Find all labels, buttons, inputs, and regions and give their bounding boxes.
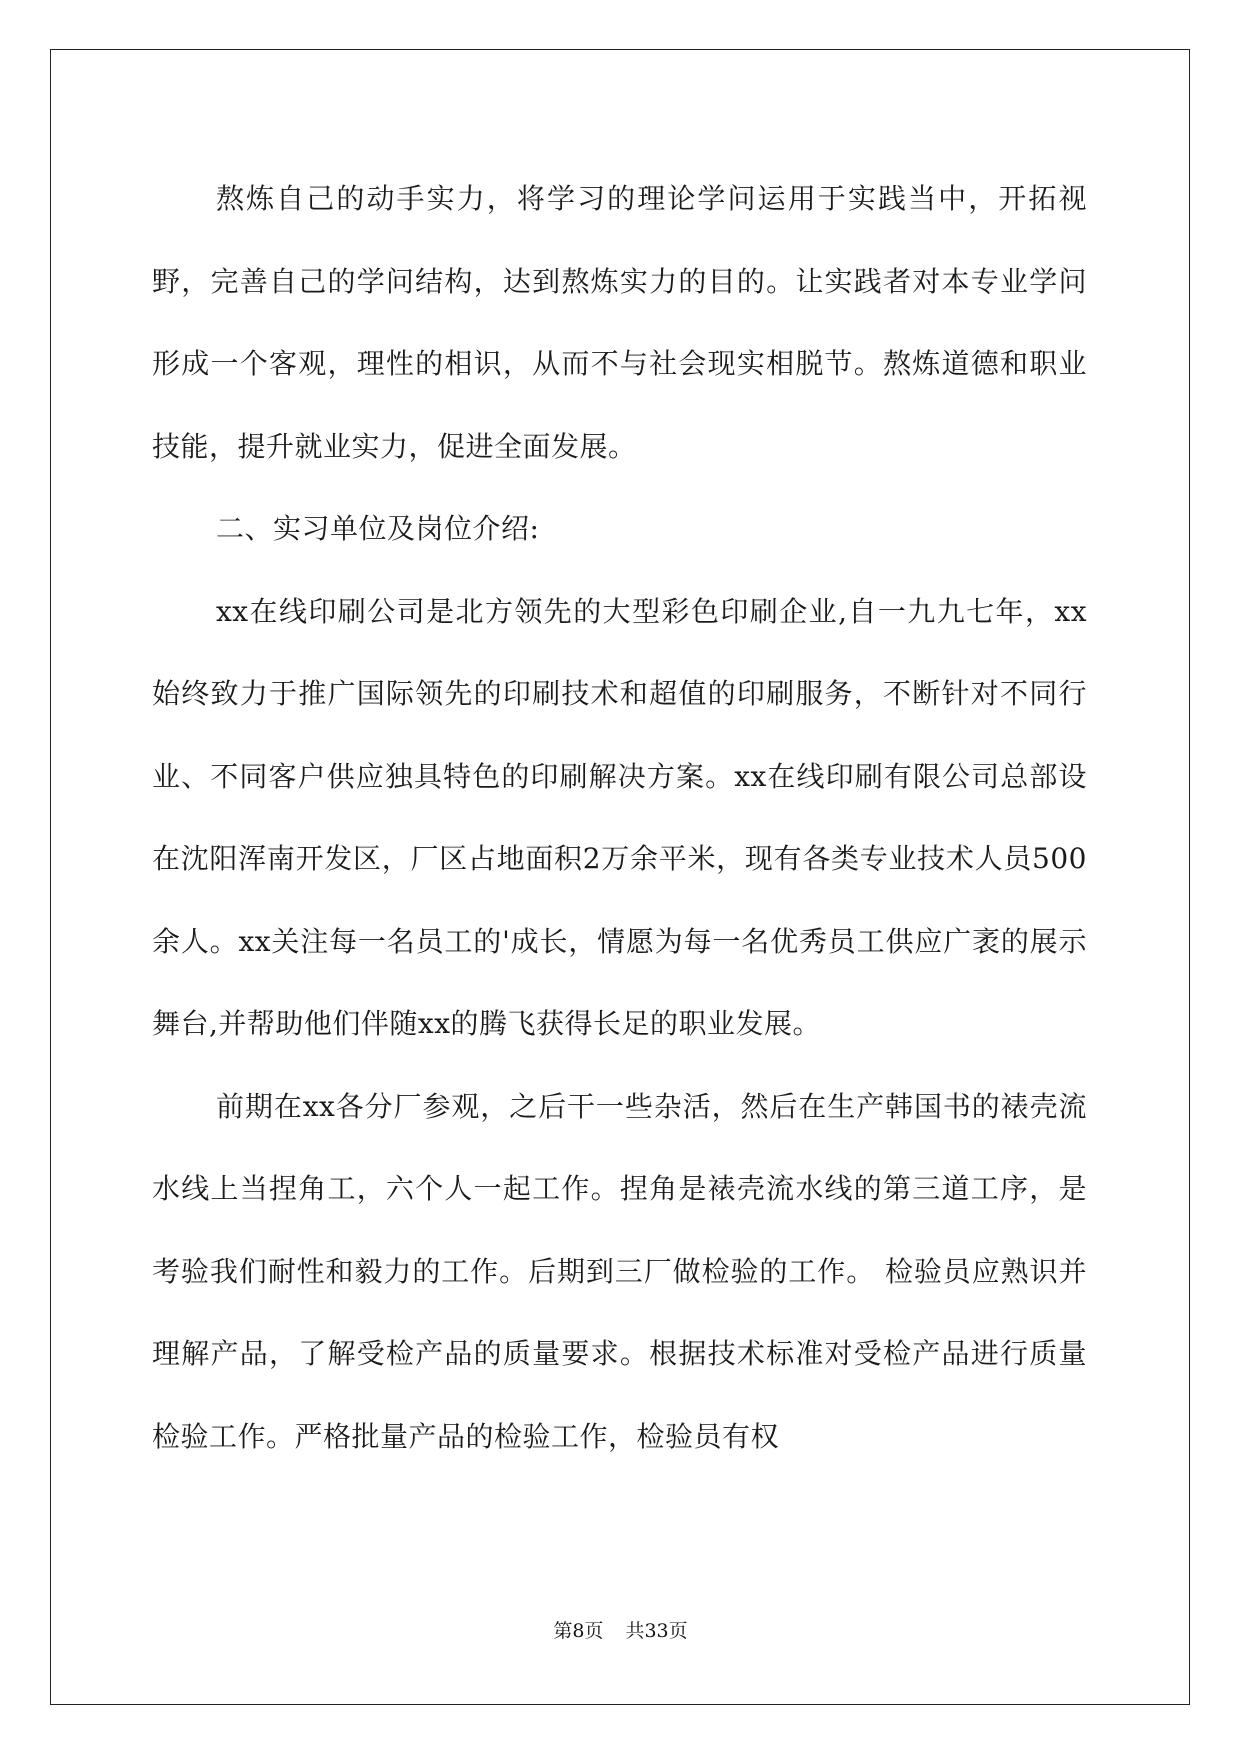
page-footer — [0, 1616, 1241, 1643]
page-total: 共33页 — [625, 1620, 688, 1642]
paragraph-work-experience: 前期在xx各分厂参观，之后干一些杂活，然后在生产韩国书的裱壳流水线上当捏角工，六个人一起工作。捏角是裱壳流水线的第三道工序，是考验我们耐性和毅力的工作。后期到三厂做检验的工作。 检验员应熟识并理解产品，了解受检产品的质量要求。根据技术标准对受检产品进行质量检验工作。严格批量产品的检验工作，检验员有权 — [152, 1089, 1087, 1453]
page-number: 第8页 — [553, 1620, 604, 1642]
paragraph-company-intro: xx在线印刷公司是北方领先的大型彩色印刷企业,自一九九七年，xx始终致力于推广国际领先的印刷技术和超值的印刷服务，不断针对不同行业、不同客户供应独具特色的印刷解决方案。xx在线印刷有限公司总部设在沈阳浑南开发区，厂区占地面积2万余平米，现有各类专业技术人员500余人。xx关注每一名员工的'成长，情愿为每一名优秀员工供应广袤的展示舞台,并帮助他们伴随xx的腾飞获得长足的职业发展。 — [152, 594, 1087, 1040]
document-body — [152, 158, 1087, 1478]
section-heading-internship-unit: 二、实习单位及岗位介绍: — [216, 512, 540, 545]
paragraph-practice-goals: 熬炼自己的动手实力，将学习的理论学问运用于实践当中，开拓视野，完善自己的学问结构，达到熬炼实力的目的。让实践者对本专业学问形成一个客观，理性的相识，从而不与社会现实相脱节。熬炼道德和职业技能，提升就业实力，促进全面发展。 — [152, 182, 1087, 463]
